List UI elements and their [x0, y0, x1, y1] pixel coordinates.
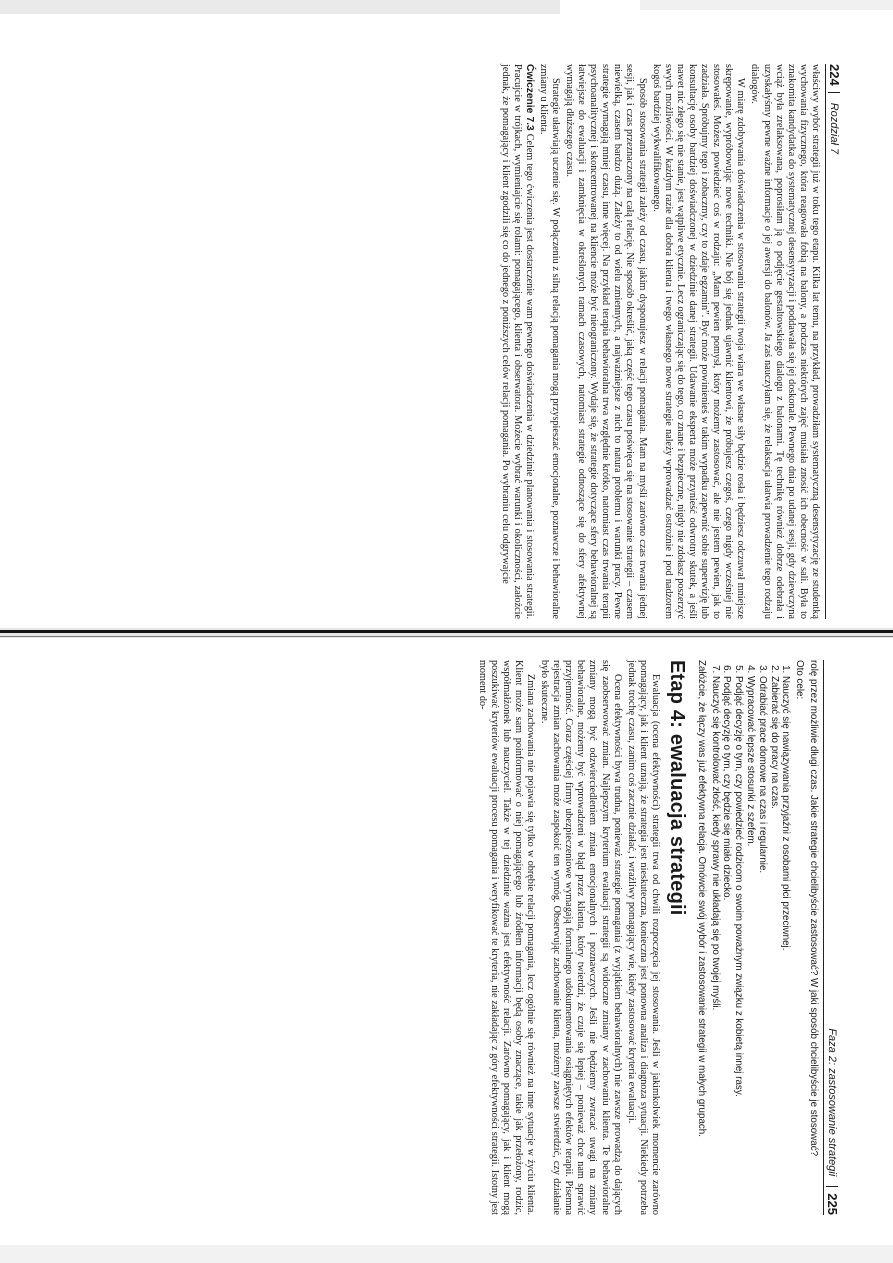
left-paragraph: Strategie ułatwiają uczenie się. W połączeniu z silną relacją pomagania mogą przyspieszać emocjonalne, poznawcze i behawioralne zmiany u klienta. — [537, 64, 561, 619]
right-page — [474, 660, 838, 1215]
page-spine — [0, 630, 893, 633]
right-running-head — [823, 660, 838, 1215]
left-page — [496, 64, 840, 619]
right-closing: Załóżcie, że łączy was już efektywna relacja. Omówcie swój wybór i zastosowanie strategii w małych grupach. — [695, 660, 707, 1137]
goals-label: Oto cele: — [794, 660, 806, 700]
goal-item: 3. Odrabiać prace domowe na czas i regularnie. — [756, 676, 768, 1215]
left-paragraph: Sposób stosowania strategii zależy od czasu, jakim dysponujesz w relacji pomagania. Mam na myśli zarówno czas trwania jednej sesji, jak i czas przeznaczony na całą relację. Nie sposób określić, jaką część tego czasu poświęca się na stosowanie strategii – czasem niewielką, czasem bardzo dużą. Zależy to od wielu zmiennych, a najważniejsze z nich to natura problemu i warunki pracy. Pewne strategie wymagają mniej czasu, inne więcej. Na przykład terapia behawioralna trwa względnie krótko, natomiast czas trwania terapii psychoanalitycznej i skoncentrowanej na kliencie może być nieograniczony. Wydaje się, że strategie dotyczące sfery behawioralnej są łatwiejsze do ewaluacji i zamknięcia w określonych ramach czasowych, natomiast strategie odnoszące się do sfery afektywnej wymagają dłuższego czasu. — [564, 64, 648, 619]
goal-item: 7. Nauczyć się kontrolować złość, kiedy sprawy nie układają się po twojej myśli. — [709, 676, 721, 1215]
left-page-number: 224 — [828, 64, 840, 93]
goal-item: 6. Podjąć decyzję o tym, czy będzie się miało dziecko. — [721, 676, 733, 1215]
right-intro: rolę przez możliwie długi czas. Jakie strategie chcielibyście zastosować? W jaki sposób chcielibyście je stosować? — [807, 660, 819, 1157]
left-running-head — [825, 64, 840, 619]
goals-list — [709, 660, 792, 1215]
page-spine-shadow — [0, 636, 893, 637]
exercise-label: Ćwiczenie 7.3 — [523, 64, 535, 131]
right-section-header: Faza 2: zastosowanie strategii — [826, 1028, 838, 1177]
left-paragraph: właściwy wybór strategii już w toku tego etapu. Kilka lat temu, na przykład, prowadziłam systematyczną desensytyzację ze studentką wychowania fizycznego, która reagowała fobią na balony, a podczas niektórych zajęć musiała znosić ich obecność w sali. Była to znakomita kandydatka do systematycznej desensytyzacji i poddawała się jej doskonale. Pewnego dnia po udanej sesji, gdy dziewczyna wciąż była zrelaksowana, poprosiłam ją o podjęcie gestaltowskiego dialogu z balonami. Tę technikę również dobrze odebrała i uzyskałyśmy pewne ważne informacje o jej awersji do balonów. Ja zaś nauczyłam się, że relaksacja ułatwia prowadzenie tego rodzaju dialogów. — [749, 64, 821, 619]
exercise-text: Celem tego ćwiczenia jest dostarczenie wam pewnego doświadczenia w dziedzinie planowania i stosowania strategii. Pracujcie w trójkach, wymieniajcie się rolami: pomagającego, klienta i obserwatora. Możecie wybrać warunki i okoliczności, założcie jednak, że pomagający i klient zgodzili się co do jednego z poniższych celów relacji pomagania. Po wybraniu celu odgrywajcie — [499, 64, 535, 620]
right-paragraph: Ewaluacja (ocena efektywności) strategii trwa od chwili rozpoczęcia jej stosowania. Jeśli w jakimkolwiek momencie zarówno pomagający, jak i klient uznają, że strategia jest nieskuteczna, konieczna jest ponowna analiza i diagnoza sytuacji. Niekiedy potrzeba jednak trochę czasu, zanim coś zacznie działać, i wrażliwy pomagający wie, kiedy zastosować kryteria ewaluacji. — [625, 660, 661, 1215]
section-heading: Etap 4: ewaluacja strategii — [665, 660, 688, 916]
left-paragraph: W miarę zdobywania doświadczenia w stosowaniu strategii twoja wiara we własne siły będzie rosła i będziesz odczuwał mniejsze skrępowanie, wypróbowując nowe techniki. Nie bój się jednak ujawnić klientowi, że próbujesz czegoś, czego nigdy wcześniej nie stosowałeś. Możesz powiedzieć coś w rodzaju: „Mam pewien pomysł, który możemy zastosować, ale nie jestem pewien, jak to zadziała. Spróbujmy tego i zobaczmy, czy to zdaje egzamin”. Być może powinienieś w takim wypadku zapewnić sobie superwizję lub konsultację osoby bardziej doświadczonej w dziedzinie danej strategii. Udawanie eksperta może przynieść odwrotny skutek, a jeśli nawet nic złego się nie stanie, jest wątpliwe etycznie. Lecz ograniczając się do tego, co znane i bezpieczne, nigdy nie zdołasz poszerzyć swych możliwości. W każdym razie dla dobra klienta i twego własnego nowe strategie należy wprowadzać ostrożnie i pod nadzorem kogoś bardziej wykwalifikowanego. — [650, 64, 747, 619]
right-paragraph: Zmiana zachowania nie pojawia się tylko w obrębie relacji pomagania, lecz ogólnie się również na inne sytuacje w życiu klienta. Klient może sam poinformować o niej pomagającego lub źródłem informacji będą osoby znaczące, takie jak przełożony, rodzic, współmałżonek lub nauczyciel. Także w tej dziedzinie ważna jest efektywność relacji. Zarówno pomagający, jak i klient mogą poszukiwać kryteriów ewaluacji procesu pomagania i weryfikować te kryteria, nie zakładając z góry efektywności strategii. Istotny jest moment do- — [476, 660, 536, 1215]
goal-item: 4. Wypracować lepsze stosunki z szefem. — [744, 676, 756, 1215]
goal-item: 1. Nauczyć się nawiązywania przyjaźni z osobami płci przeciwnej. — [780, 676, 792, 1215]
exercise-paragraph — [498, 64, 534, 619]
right-paragraph: Ocena efektywności bywa trudna, ponieważ strategie pomagania (z wyjątkiem behawioralnych) nie zawsze prowadzą do dających się zaobserwować zmian. Najlepszym kryterium ewaluacji strategii są widoczne zmiany w zachowaniu klienta. Te behawioralne zmiany mogą być odzwierciedleniem zmian emocjonalnych i poznawczych. Jeśli nie będziemy zwracać uwagi na zmiany behawioralne, możemy być wprowadzeni w błąd przez klienta, który twierdzi, że czuje się lepiej – ponieważ chce nam sprawić przyjemność. Coraz częściej firmy ubezpieczeniowe wymagają formalnego udokumentowania osiągniętych efektów terapii. Pisemna rejestracja zmian zachowania może zaspokoić ten wymóg. Obserwując zachowanie klienta, możemy zawsze stwierdzić, czy działanie było skuteczne. — [539, 660, 623, 1215]
goal-item: 5. Podjąć decyzję o tym, czy powiedzieć rodzicom o swoim poważnym związku z kobietą innej rasy. — [732, 676, 744, 1215]
left-chapter-title: Rozdział 7 — [828, 102, 840, 155]
right-page-number: 225 — [826, 1186, 838, 1215]
goal-item: 2. Zabierać się do pracy na czas. — [768, 676, 780, 1215]
